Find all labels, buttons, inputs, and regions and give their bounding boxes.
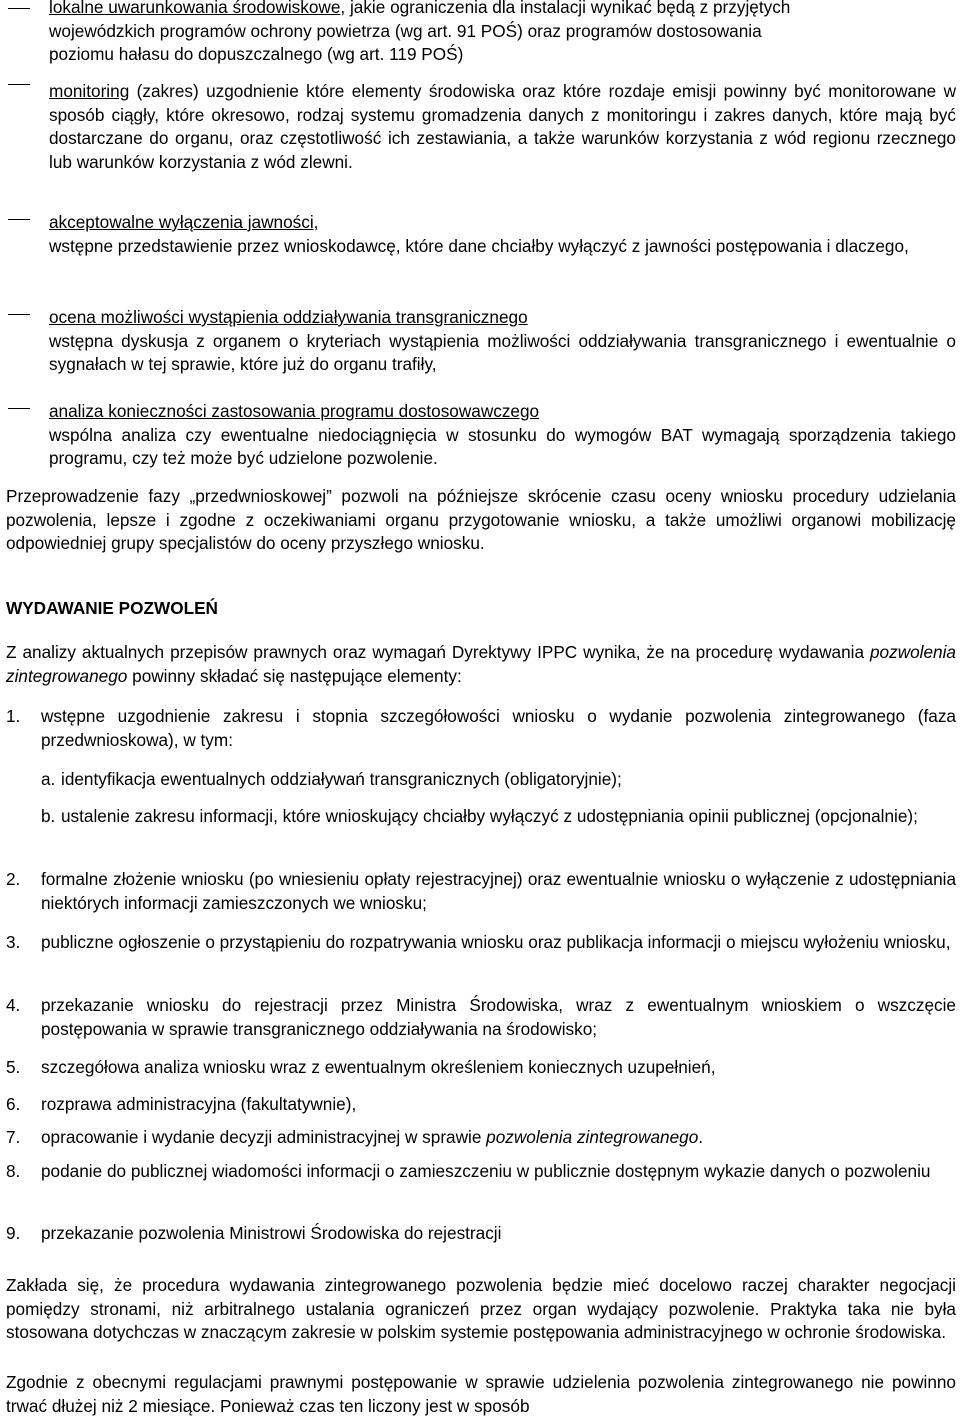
step-number: 6.: [6, 1094, 21, 1114]
item-title: akceptowalne wyłączenia jawności,: [49, 212, 319, 232]
step-number: 5.: [6, 1057, 21, 1077]
step-text-italic: pozwolenia zintegrowanego: [486, 1127, 699, 1147]
item-text: , jakie ograniczenia dla instalacji wynikać będą z przyjętych: [340, 0, 791, 17]
list-item-transboundary: [49, 306, 956, 377]
substep-letter: b.: [41, 806, 56, 826]
substep-text: ustalenie zakresu informacji, które wnioskujący chciałby wyłączyć z udostępniania opinii publicznej (opcjonalnie);: [61, 806, 918, 826]
list-item-local-conditions: [49, 0, 956, 67]
item-text: wspólna analiza czy ewentualne niedociągnięcia w stosunku do wymogów BAT wymagają sporządzenia takiego programu, czy też może być udzielone pozwolenie.: [49, 424, 956, 469]
step-number: 7.: [6, 1127, 21, 1147]
step-text: wstępne uzgodnienie zakresu i stopnia szczegółowości wniosku o wydanie pozwolenia zintegrowanego (faza przedwnioskowa), w tym:: [41, 706, 956, 750]
item-text: (zakres) uzgodnienie które elementy środowiska oraz które rozdaje emisji powinny być monitorowane w sposób ciągły, które okresowo, rodzaj systemu gromadzenia danych z monitoringu i zakres danych, które mają być dostarczane do organu, oraz częstotliwość ich zestawiania, a także warunków korzystania z wód regionu rzecznego lub warunków korzystania z wód zlewni.: [49, 81, 956, 172]
step-number: 9.: [6, 1223, 21, 1243]
list-item-monitoring: [49, 80, 956, 174]
step-number: 2.: [6, 869, 21, 889]
dash-bullet-marker: [8, 314, 30, 315]
substep-letter: a.: [41, 769, 56, 789]
intro-text: powinny składać się następujące elementy:: [127, 665, 462, 686]
step-text: formalne złożenie wniosku (po wniesieniu opłaty rejestracyjnej) oraz ewentualnie wniosku o wyłączenie z udostępniania niektórych informacji zamieszczonych we wniosku;: [41, 869, 956, 913]
item-text: wstępne przedstawienie przez wnioskodawcę, które dane chciałby wyłączyć z jawności postępowania i dlaczego,: [49, 235, 909, 256]
dash-bullet-marker: [8, 84, 30, 85]
item-text-line: wojewódzkich programów ochrony powietrza (wg art. 91 POŚ) oraz programów dostosowania: [49, 20, 762, 41]
item-title: analiza konieczności zastosowania programu dostosowawczego: [49, 401, 540, 421]
paragraph-intro: [6, 641, 956, 688]
paragraph-pre-application: Przeprowadzenie fazy „przedwnioskowej” pozwoli na późniejsze skrócenie czasu oceny wniosku procedury udzielania pozwolenia, lepsze i zgodne z oczekiwaniami organu przygotowanie wniosku, a także umożliwi organowi mobilizację odpowiedniej grupy specjalistów do oceny przyszłego wniosku.: [6, 486, 956, 554]
intro-text: Z analizy aktualnych przepisów prawnych oraz wymagań Dyrektywy IPPC wynika, że na procedurę wydawania: [6, 642, 870, 662]
step-number: 3.: [6, 932, 21, 952]
step-text: przekazanie pozwolenia Ministrowi Środowiska do rejestracji: [41, 1223, 502, 1243]
step-text: publiczne ogłoszenie o przystąpieniu do rozpatrywania wniosku oraz publikacja informacji o miejscu wyłożeniu wniosku,: [41, 932, 951, 952]
section-heading: WYDAWANIE POZWOLEŃ: [6, 598, 218, 618]
step-text-part: .: [698, 1127, 704, 1147]
step-number: 4.: [6, 995, 21, 1015]
step-text: rozprawa administracyjna (fakultatywnie),: [41, 1094, 357, 1114]
paragraph-negotiation: Zakłada się, że procedura wydawania zintegrowanego pozwolenia będzie mieć docelowo raczej charakter negocjacji pomiędzy stronami, niż arbitralnego ustalania ograniczeń przez organ wydający pozwolenie. Praktyka taka nie była stosowana dotychczas w znaczącym zakresie w polskim systemie postępowania administracyjnego w ochronie środowiska.: [6, 1275, 956, 1343]
item-title: monitoring: [49, 81, 130, 101]
intro-italic: pozwolenia zintegrowanego: [6, 642, 956, 686]
step-number: 1.: [6, 706, 21, 726]
item-title: ocena możliwości wystąpienia oddziaływania transgranicznego: [49, 307, 528, 327]
item-text-line: poziomu hałasu do dopuszczalnego (wg art. 119 POŚ): [49, 44, 464, 65]
step-text: podanie do publicznej wiadomości informacji o zamieszczeniu w publicznie dostępnym wykazie danych o pozwoleniu: [41, 1161, 931, 1181]
dash-bullet-marker: [8, 219, 30, 220]
item-text: wstępna dyskusja z organem o kryteriach wystąpienia możliwości oddziaływania transgranicznego i ewentualnie o sygnałach w tej sprawie, które już do organu trafiły,: [49, 330, 956, 375]
step-text-part: opracowanie i wydanie decyzji administracyjnej w sprawie: [41, 1127, 487, 1147]
substep-text: identyfikacja ewentualnych oddziaływań transgranicznych (obligatoryjnie);: [61, 769, 622, 789]
list-item-exclusions: [49, 211, 956, 258]
step-text: szczegółowa analiza wniosku wraz z ewentualnym określeniem koniecznych uzupełnień,: [41, 1057, 716, 1077]
step-text: przekazanie wniosku do rejestracji przez Ministra Środowiska, wraz z ewentualnym wnioskiem o wszczęcie postępowania w sprawie transgranicznego oddziaływania na środowisko;: [41, 995, 956, 1039]
list-item-adaptation-program: [49, 400, 956, 471]
step-text: [41, 1126, 956, 1150]
step-number: 8.: [6, 1161, 21, 1181]
paragraph-duration: Zgodnie z obecnymi regulacjami prawnymi postępowanie w sprawie udzielenia pozwolenia zintegrowanego nie powinno trwać dłużej niż 2 miesiące. Ponieważ czas ten liczony jest w sposób: [6, 1372, 956, 1416]
item-title: lokalne uwarunkowania środowiskowe: [49, 0, 341, 17]
dash-bullet-marker: [8, 408, 30, 409]
dash-bullet-marker: [8, 8, 30, 9]
